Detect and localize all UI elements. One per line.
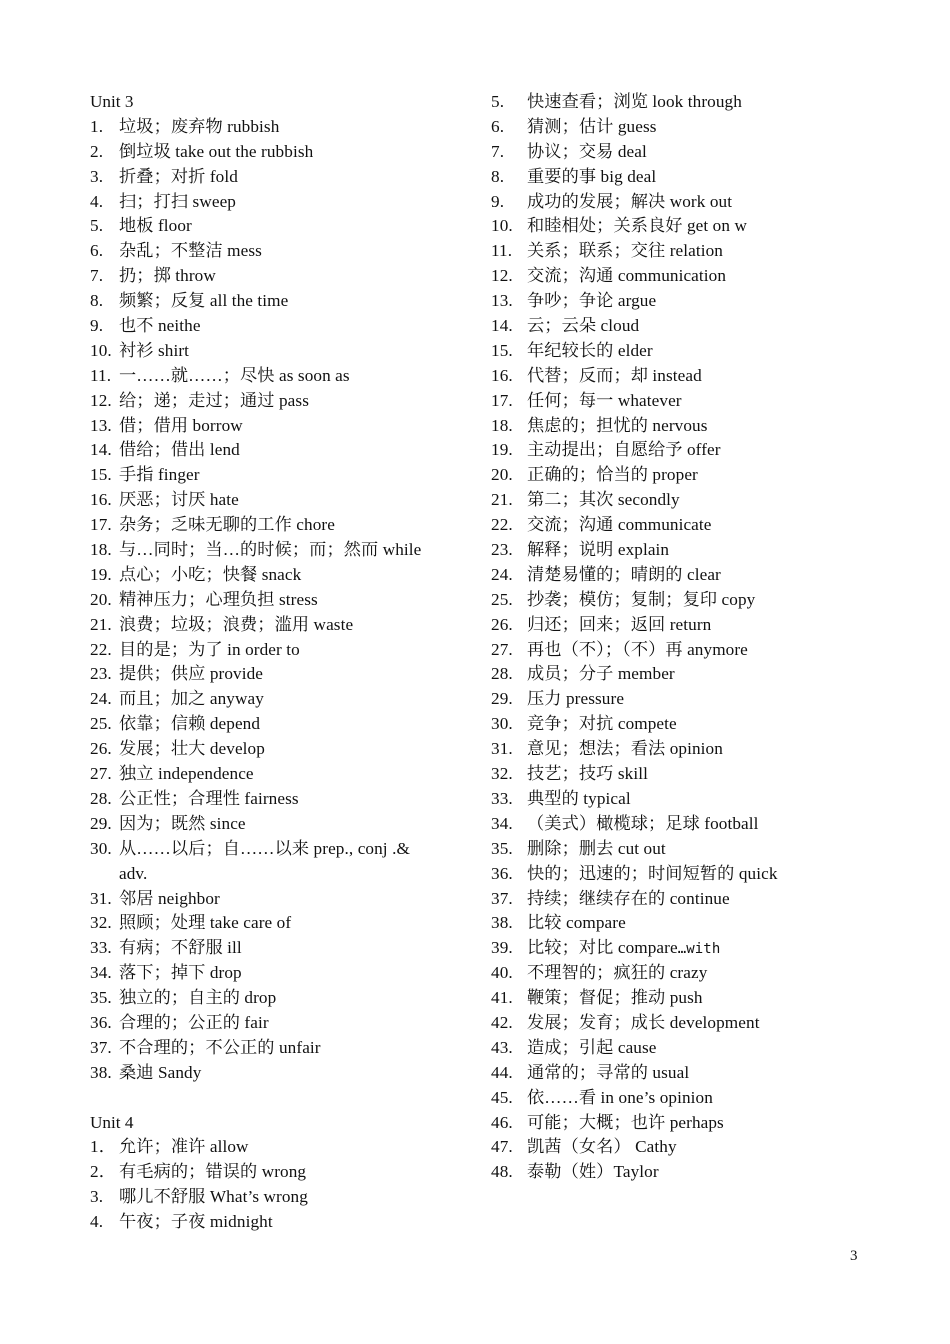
entry-text: 垃圾；废弃物 rubbish [119, 116, 280, 136]
entry-text: 也不 neithe [119, 316, 201, 336]
entry-number: 20. [491, 465, 513, 485]
vocab-entry [491, 887, 891, 912]
entry-text: 归还；回来；返回 return [527, 614, 712, 634]
entry-text: 发展；发育；成长 development [527, 1012, 760, 1032]
entry-number: 14. [491, 316, 513, 336]
vocab-entry [90, 887, 470, 912]
entry-number: 39. [491, 938, 513, 958]
vocab-entry [491, 1061, 891, 1086]
entry-number: 4. [90, 191, 104, 211]
entry-number: 10. [90, 340, 112, 360]
entry-text: 合理的；公正的 fair [119, 1012, 269, 1032]
vocab-entry [491, 1086, 891, 1111]
vocab-entry [90, 911, 470, 936]
section-gap [90, 1086, 470, 1111]
vocab-entry [491, 1111, 891, 1136]
vocab-entry [491, 613, 891, 638]
vocab-entry [491, 936, 891, 961]
entry-text: 扔；掷 throw [119, 266, 216, 286]
vocab-entry [491, 488, 891, 513]
vocab-entry [90, 115, 470, 140]
entry-text: 持续；继续存在的 continue [527, 888, 730, 908]
entry-number: 32. [90, 913, 112, 933]
entry-number: 31. [491, 739, 513, 759]
entry-number: 12. [491, 266, 513, 286]
vocab-entry [90, 488, 470, 513]
entry-text: 衬衫 shirt [119, 340, 190, 360]
entry-text: 目的是；为了 in order to [119, 639, 300, 659]
entry-text: 快速查看；浏览 look through [527, 92, 742, 111]
vocab-entry [491, 986, 891, 1011]
entry-number: 38. [491, 913, 513, 933]
vocab-entry [90, 1185, 470, 1210]
entry-number: 15. [90, 465, 112, 485]
entry-number: 6. [491, 116, 505, 136]
vocab-entry [90, 339, 470, 364]
entry-text: （美式）橄榄球；足球 football [527, 813, 759, 833]
entry-text: 快的；迅速的；时间短暂的 quick [527, 863, 778, 883]
entry-text: 解释；说明 explain [527, 540, 670, 560]
entry-number: 36. [90, 1012, 112, 1032]
entry-number: 23. [90, 664, 112, 684]
vocab-entry-continuation: adv. [119, 863, 148, 883]
entry-number: 46. [491, 1112, 513, 1132]
vocab-entry [90, 588, 470, 613]
entry-number: 44. [491, 1062, 513, 1082]
entry-text: 有毛病的；错误的 wrong [119, 1162, 307, 1182]
entry-number: 27. [90, 764, 112, 784]
vocab-entry [90, 289, 470, 314]
page-number: 3 [850, 1248, 858, 1264]
vocab-entry [90, 463, 470, 488]
vocab-entry [491, 687, 891, 712]
entry-text: 主动提出；自愿给予 offer [527, 440, 721, 460]
entry-number: 23. [491, 540, 513, 560]
vocab-entry [90, 214, 470, 239]
vocab-entry [90, 389, 470, 414]
vocab-entry [491, 1160, 891, 1185]
entry-text: 比较 compare [527, 913, 626, 933]
unit-3-heading: Unit 3 [90, 92, 134, 111]
entry-text: 交流；沟通 communicate [527, 515, 712, 535]
vocab-entry [90, 613, 470, 638]
entry-number: 27. [491, 639, 513, 659]
entry-text: 再也（不）；（不）再 anymore [527, 639, 748, 659]
vocab-entry [90, 638, 470, 663]
vocab-entry [491, 190, 891, 215]
entry-number: 7. [90, 266, 104, 286]
entry-number: 48. [491, 1162, 513, 1182]
entry-number: 13. [90, 415, 112, 435]
entry-number: 9. [90, 316, 104, 336]
entry-text: 清楚易懂的；晴朗的 clear [527, 564, 721, 584]
entry-number: 24. [90, 689, 112, 709]
entry-number: 20. [90, 589, 112, 609]
entry-text: 因为；既然 since [119, 813, 246, 833]
entry-number: 34. [491, 813, 513, 833]
entry-text: 有病；不舒服 ill [119, 938, 242, 958]
entry-number: 30. [90, 838, 112, 858]
entry-number: 18. [491, 415, 513, 435]
vocab-entry [491, 1011, 891, 1036]
vocab-entry [90, 364, 470, 389]
vocab-entry [90, 986, 470, 1011]
entry-number: 33. [90, 938, 112, 958]
entry-text: 照顾；处理 take care of [119, 913, 292, 933]
unit-3-vocabulary-list [90, 115, 470, 1086]
entry-number: 32. [491, 764, 513, 784]
vocab-entry [90, 264, 470, 289]
entry-number: 4. [90, 1212, 104, 1232]
entry-number: 12. [90, 390, 112, 410]
vocab-entry [491, 1036, 891, 1061]
vocab-entry [90, 414, 470, 439]
entry-text: 协议；交易 deal [527, 141, 647, 161]
entry-text: 地板 floor [119, 216, 192, 236]
entry-number: 17. [90, 515, 112, 535]
entry-number: 33. [491, 788, 513, 808]
entry-number: 15. [491, 340, 513, 360]
entry-number: 10. [491, 216, 513, 236]
entry-number: 19. [491, 440, 513, 460]
vocab-entry [90, 1036, 470, 1061]
vocab-entry [491, 787, 891, 812]
vocab-entry [491, 165, 891, 190]
entry-number: 26. [491, 614, 513, 634]
entry-number: 47. [491, 1137, 513, 1157]
entry-number: 11. [491, 241, 513, 261]
vocab-entry [90, 936, 470, 961]
entry-number: 19. [90, 564, 112, 584]
entry-text: 和睦相处；关系良好 get on w [527, 216, 747, 236]
vocab-entry [90, 712, 470, 737]
vocab-entry [491, 961, 891, 986]
entry-text: 鞭策；督促；推动 push [527, 988, 703, 1008]
vocab-entry [491, 115, 891, 140]
entry-text: 成功的发展；解决 work out [527, 191, 733, 211]
entry-number: 14. [90, 440, 112, 460]
vocab-entry [491, 90, 891, 115]
entry-number: 9. [491, 191, 505, 211]
entry-number: 2． [90, 1162, 116, 1182]
unit-4-heading: Unit 4 [90, 1112, 134, 1132]
entry-text: 不合理的；不公正的 unfair [119, 1037, 321, 1057]
entry-text: 正确的；恰当的 proper [527, 465, 698, 485]
vocab-entry [491, 638, 891, 663]
entry-text: 提供；供应 provide [119, 664, 264, 684]
entry-text: 第二；其次 secondly [527, 490, 680, 510]
entry-number: 42. [491, 1012, 513, 1032]
entry-number: 1． [90, 1137, 116, 1157]
entry-text: 借给；借出 lend [119, 440, 240, 460]
entry-text: 重要的事 big deal [527, 166, 657, 186]
vocab-entry [491, 563, 891, 588]
entry-text: 杂乱；不整洁 mess [119, 241, 262, 261]
entry-text: 一……就……；尽快 as soon as [119, 365, 350, 385]
entry-number: 31. [90, 888, 112, 908]
entry-text: 厌恶；讨厌 hate [119, 490, 239, 510]
vocab-entry [491, 463, 891, 488]
entry-text: 依……看 in one’s opinion [527, 1087, 713, 1107]
entry-text: 给；递；走过；通过 pass [119, 390, 309, 410]
entry-text: 比较；对比 compare [527, 938, 678, 958]
vocab-entry [491, 389, 891, 414]
entry-text: 倒垃圾 take out the rubbish [119, 141, 314, 161]
entry-text: 借；借用 borrow [119, 415, 243, 435]
vocab-entry [491, 837, 891, 862]
entry-text: 杂务；乏味无聊的工作 chore [119, 515, 335, 535]
entry-text: 邻居 neighbor [119, 888, 220, 908]
entry-number: 25. [491, 589, 513, 609]
vocab-entry [90, 737, 470, 762]
vocab-entry [90, 1160, 470, 1185]
vocab-entry [491, 588, 891, 613]
entry-text: 落下；掉下 drop [119, 963, 242, 983]
entry-text: 精神压力；心理负担 stress [119, 589, 318, 609]
vocab-entry [491, 737, 891, 762]
vocab-entry [491, 239, 891, 264]
vocab-entry [90, 662, 470, 687]
entry-text: 焦虑的；担忧的 nervous [527, 415, 708, 435]
entry-number: 7. [491, 141, 505, 161]
entry-number: 21. [491, 490, 513, 510]
entry-text: 频繁；反复 all the time [119, 291, 289, 311]
entry-text: 交流；沟通 communication [527, 266, 727, 286]
entry-text: 删除；删去 cut out [527, 838, 666, 858]
entry-text: 公正性；合理性 fairness [119, 788, 299, 808]
entry-number: 35. [90, 988, 112, 1008]
entry-number: 40. [491, 963, 513, 983]
entry-text: 凯茜（女名） Cathy [527, 1137, 677, 1157]
vocab-entry [491, 538, 891, 563]
entry-text: 技艺；技巧 skill [527, 764, 648, 784]
vocab-entry [90, 314, 470, 339]
vocab-entry [491, 140, 891, 165]
vocab-entry [90, 190, 470, 215]
vocab-entry [90, 1011, 470, 1036]
vocab-entry [491, 762, 891, 787]
entry-text: 独立的；自主的 drop [119, 988, 277, 1008]
vocab-entry [491, 339, 891, 364]
entry-number: 3. [90, 166, 104, 186]
entry-text: 哪儿不舒服 What’s wrong [119, 1187, 308, 1207]
entry-number: 1. [90, 116, 104, 136]
vocab-entry [491, 662, 891, 687]
entry-text: 午夜；子夜 midnight [119, 1212, 273, 1232]
entry-number: 8. [491, 166, 505, 186]
entry-text: 争吵；争论 argue [527, 291, 657, 311]
vocab-entry [491, 214, 891, 239]
entry-number: 30. [491, 714, 513, 734]
vocab-entry [90, 239, 470, 264]
entry-number: 16. [491, 365, 513, 385]
entry-number: 2. [90, 141, 104, 161]
vocab-entry [90, 961, 470, 986]
entry-number: 35. [491, 838, 513, 858]
entry-text: 手指 finger [119, 465, 200, 485]
entry-number: 36. [491, 863, 513, 883]
entry-number: 28. [90, 788, 112, 808]
entry-text: 竞争；对抗 compete [527, 714, 677, 734]
entry-text: 泰勒（姓）Taylor [527, 1162, 659, 1182]
left-column [90, 90, 470, 1235]
entry-text: 浪费；垃圾；浪费；滥用 waste [119, 614, 354, 634]
vocab-entry [491, 414, 891, 439]
entry-number: 26. [90, 739, 112, 759]
entry-text: 从……以后；自……以来 prep., conj .& [119, 838, 410, 858]
vocab-entry [90, 563, 470, 588]
entry-text: 抄袭；模仿；复制；复印 copy [527, 589, 756, 609]
entry-text: 发展；壮大 develop [119, 739, 265, 759]
entry-text: 关系；联系；交往 relation [527, 241, 723, 261]
entry-number: 34. [90, 963, 112, 983]
vocab-entry [491, 812, 891, 837]
entry-number: 3. [90, 1187, 104, 1207]
entry-number: 22. [90, 639, 112, 659]
entry-number: 11. [90, 365, 112, 385]
vocab-entry [491, 438, 891, 463]
right-column [491, 90, 891, 1185]
entry-number: 43. [491, 1037, 513, 1057]
entry-text: 依靠；信赖 depend [119, 714, 261, 734]
entry-number: 38. [90, 1062, 112, 1082]
entry-number: 6. [90, 241, 104, 261]
entry-number: 25. [90, 714, 112, 734]
entry-number: 5. [491, 92, 505, 111]
entry-number: 29. [491, 689, 513, 709]
vocab-entry [90, 513, 470, 538]
entry-text: 猜测；估计 guess [527, 116, 657, 136]
entry-text: 桑迪 Sandy [119, 1062, 202, 1082]
vocab-entry [90, 762, 470, 787]
vocab-entry [90, 538, 470, 563]
entry-text: 点心；小吃；快餐 snack [119, 564, 302, 584]
entry-text: 可能；大概；也许 perhaps [527, 1112, 724, 1132]
entry-number: 29. [90, 813, 112, 833]
entry-number: 45. [491, 1087, 513, 1107]
entry-text: 代替；反而；却 instead [527, 365, 702, 385]
vocab-entry [90, 687, 470, 712]
vocab-entry [90, 837, 470, 862]
entry-text: 压力 pressure [527, 689, 625, 709]
entry-number: 18. [90, 540, 112, 560]
entry-text: 年纪较长的 elder [527, 340, 653, 360]
vocab-entry [491, 289, 891, 314]
entry-text: 造成；引起 cause [527, 1037, 657, 1057]
entry-text: 通常的；寻常的 usual [527, 1062, 690, 1082]
entry-number: 13. [491, 291, 513, 311]
unit-4-vocabulary-list [90, 1135, 470, 1235]
entry-text: 而且；加之 anyway [119, 689, 264, 709]
vocab-entry [90, 812, 470, 837]
vocab-entry [491, 712, 891, 737]
entry-number: 41. [491, 988, 513, 1008]
entry-text: 任何；每一 whatever [527, 390, 682, 410]
entry-number: 5. [90, 216, 104, 236]
vocab-entry [491, 911, 891, 936]
entry-text: 意见；想法；看法 opinion [527, 739, 723, 759]
vocab-entry [90, 140, 470, 165]
entry-text: 折叠；对折 fold [119, 166, 238, 186]
vocab-entry [491, 264, 891, 289]
vocab-entry [90, 1135, 470, 1160]
entry-text: 独立 independence [119, 764, 254, 784]
vocab-entry [491, 513, 891, 538]
entry-text: 云；云朵 cloud [527, 316, 640, 336]
entry-text: 不理智的；疯狂的 crazy [527, 963, 708, 983]
entry-text-suffix: …with [677, 941, 721, 958]
entry-number: 24. [491, 564, 513, 584]
vocab-entry [90, 1210, 470, 1235]
unit-4-vocabulary-list-continued [491, 90, 891, 1185]
vocab-entry [491, 364, 891, 389]
vocab-entry [90, 165, 470, 190]
entry-text: 允许；准许 allow [119, 1137, 249, 1157]
entry-text: 成员；分子 member [527, 664, 675, 684]
entry-text: 典型的 typical [527, 788, 631, 808]
entry-number: 22. [491, 515, 513, 535]
entry-text: 与…同时；当…的时候；而；然而 while [119, 540, 422, 560]
vocab-entry [90, 438, 470, 463]
entry-number: 17. [491, 390, 513, 410]
vocab-entry [90, 1061, 470, 1086]
entry-number: 28. [491, 664, 513, 684]
entry-number: 37. [491, 888, 513, 908]
entry-number: 37. [90, 1037, 112, 1057]
entry-number: 8. [90, 291, 104, 311]
entry-number: 16. [90, 490, 112, 510]
entry-text: 扫；打扫 sweep [119, 191, 236, 211]
vocab-entry [90, 787, 470, 812]
vocab-entry [491, 314, 891, 339]
entry-number: 21. [90, 614, 112, 634]
vocab-entry [491, 862, 891, 887]
vocab-entry [491, 1135, 891, 1160]
